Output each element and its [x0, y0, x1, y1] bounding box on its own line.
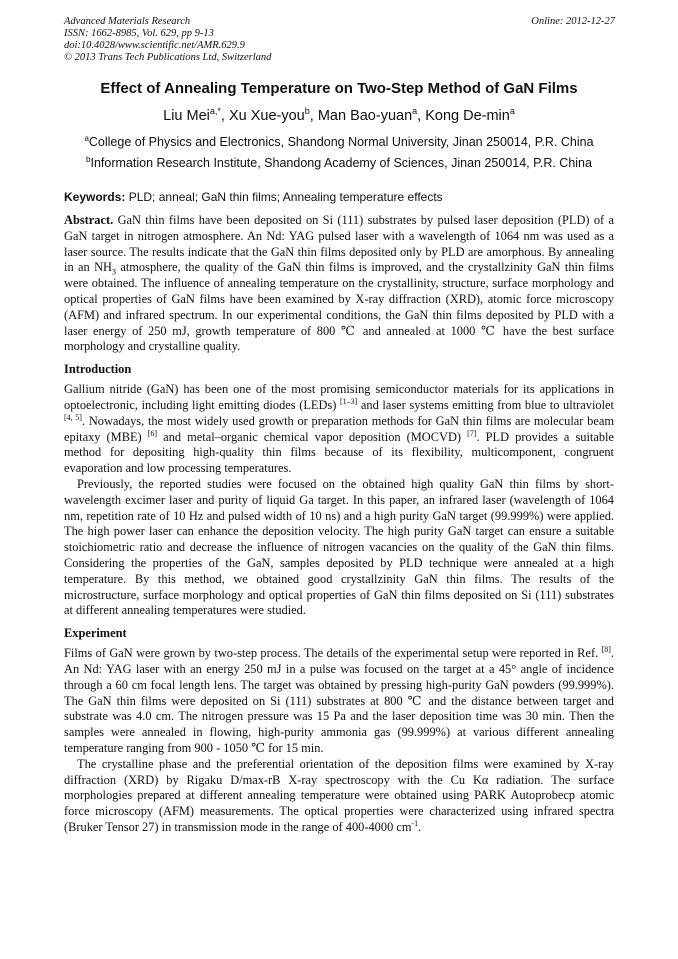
abstract-label: Abstract. [64, 213, 114, 227]
subscript: 3 [111, 267, 116, 277]
section-heading-experiment: Experiment [64, 626, 127, 641]
journal-name: Advanced Materials Research [64, 16, 191, 27]
experiment-paragraph [64, 646, 614, 757]
superscript: -1 [411, 818, 419, 828]
affiliation-mark: a [84, 134, 89, 143]
doi-line: doi:10.4028/www.scientific.net/AMR.629.9 [64, 40, 245, 51]
affiliation-text: Information Research Institute, Shandong Academy of Sciences, Jinan 250014, P.R. China [90, 156, 592, 171]
affiliation-a [64, 131, 614, 150]
paper-title: Effect of Annealing Temperature on Two-Step Method of GaN Films [100, 80, 578, 97]
paragraph-text: . PLD provides a suitable method for depositing high-quality thin films because of its flexibility, multicomponent, congruent evaporation and low processing temperatures. [64, 429, 614, 476]
copyright-line: © 2013 Trans Tech Publications Ltd, Switzerland [64, 52, 272, 63]
paragraph-text: Films of GaN were grown by two-step process. The details of the experimental setup were reported in Ref. [64, 646, 602, 661]
author-name: Xu Xue-you [228, 107, 305, 124]
keywords [64, 189, 614, 205]
introduction-paragraph [64, 382, 614, 477]
keywords-label: Keywords: [64, 190, 126, 204]
introduction-paragraph: Previously, the reported studies were focused on the obtained high quality GaN thin films by short-wavelength excimer laser and purity of liquid Ga target. In this paper, an infrared laser (wavelength of 1064 nm, repetition rate of 10 Hz and pulsed width of 10 ns) and a high purity GaN target (99.999%) were applied. The high power laser can enhance the deposition velocity. The high purity GaN target can ensure a suitable stoichiometric ratio and decrease the influence of nitrogen vacancies on the quality of the GaN thin films. Considering the properties of the GaN, samples deposited by PLD technique were annealed at a high temperature. By this method, we obtained good crystallzinity GaN thin films. The results of the microstructure, surface morphology and optical properties of GaN thin films deposited on Si (111) substrates at different annealing temperatures were studied. [64, 476, 614, 618]
section-heading-introduction: Introduction [64, 362, 132, 377]
citation: [1–3] [339, 396, 358, 406]
paragraph-text: and laser systems emitting from blue to ultraviolet [357, 397, 614, 412]
online-date: Online: 2012-12-27 [531, 16, 615, 27]
paragraph-text: . [418, 819, 422, 834]
affiliation-b [64, 152, 614, 171]
author-name: Kong De-min [425, 107, 510, 124]
author-affil-mark: b [304, 106, 310, 116]
author-list: Liu Mei$^{a,*}$, Xu Xue-you$^b$, Man Bao-yuan$^a$, Kong $De-\min^a$ [163, 106, 515, 124]
citation: [7] [467, 428, 477, 438]
author-name: Man Bao-yuan [317, 107, 413, 124]
abstract-text: GaN thin films have been deposited on Si (111) substrates by pulsed laser deposition (PLD) of a GaN target in nitrogen atmosphere. An Nd: YAG pulsed laser with a wavelength of 1064 nm was used as a laser source. The results indicate that the GaN thin films deposited only by PLD are amorphous. By annealing in an NH [64, 213, 615, 275]
author-affil-mark: a [412, 106, 418, 116]
paragraph-text: . Nowadays, the most widely used growth or preparation methods for GaN thin films are molecular beam epitaxy (MBE) [64, 413, 614, 444]
author-affil-mark: a [509, 106, 515, 116]
author-affil-mark: a,* [209, 106, 221, 116]
citation: [6] [147, 428, 158, 438]
keywords-text: PLD; anneal; GaN thin films; Annealing temperature effects [128, 190, 443, 204]
issn-line: ISSN: 1662-8985, Vol. 629, pp 9-13 [64, 28, 214, 39]
paragraph-text: Gallium nitride (GaN) has been one of the most promising semiconductor materials for its applications in optoelectronic, including light emitting diodes (LEDs) [64, 382, 614, 412]
affiliation-text: College of Physics and Electronics, Shandong Normal University, Jinan 250014, P.R. China [88, 135, 594, 150]
paragraph-text: The crystalline phase and the preferential orientation of the deposition films were examined by X-ray diffraction (XRD) by Rigaku D/max-rB X-ray spectroscopy with the Cu Kα radiation. The surface morphologies prepared at different annealing temperature were obtained using PARK Autoprobecp atomic force microscopy (AFM) measurements. The optical properties were characterized using infrared spectra (Bruker Tensor 27) in transmission mode in the range of 400-4000 cm [64, 756, 614, 834]
running-header [64, 16, 271, 64]
experiment-paragraph [64, 757, 614, 836]
affiliation-mark: b [86, 155, 91, 164]
author-name: Liu Mei [163, 107, 210, 124]
citation: [4, 5] [64, 412, 82, 422]
paragraph-text: . An Nd: YAG laser with an energy 250 mJ in a pulse was focused on the target at a 45° angle of incidence through a 60 cm focal length lens. The target was obtained by pressing high-purity GaN powders (99.999%). The GaN thin films were deposited on Si (111) substrates at 800 ℃ and the distance between target and substrate was 4.0 cm. The nitrogen pressure was 15 Pa and the laser deposition time was 30 min. Then the samples were annealed in flowing, high-purity ammonia gas (99.999%) at various different annealing temperature ranging from 900 - 1050 ℃ for 15 min. [64, 646, 614, 755]
paper-body [64, 213, 614, 836]
abstract-text: atmosphere, the quality of the GaN thin films is improved, and the crystallzinity GaN thin films were obtained. The influence of annealing temperature on the crystallinity, structure, surface morphology and optical properties of GaN films have been examined by X-ray diffraction (XRD), atomic force microscopy (AFM) and infrared spectrum. In our experimental conditions, the GaN thin films deposited by PLD with a laser energy of 250 mJ, growth temperature of 800 ℃ and annealed at 1000 ℃ have the best surface morphology and crystalline quality. [64, 260, 614, 354]
citation: [8] [601, 645, 611, 654]
paragraph-text: and metal–organic chemical vapor deposition (MOCVD) [157, 429, 468, 444]
abstract-paragraph [64, 213, 614, 355]
